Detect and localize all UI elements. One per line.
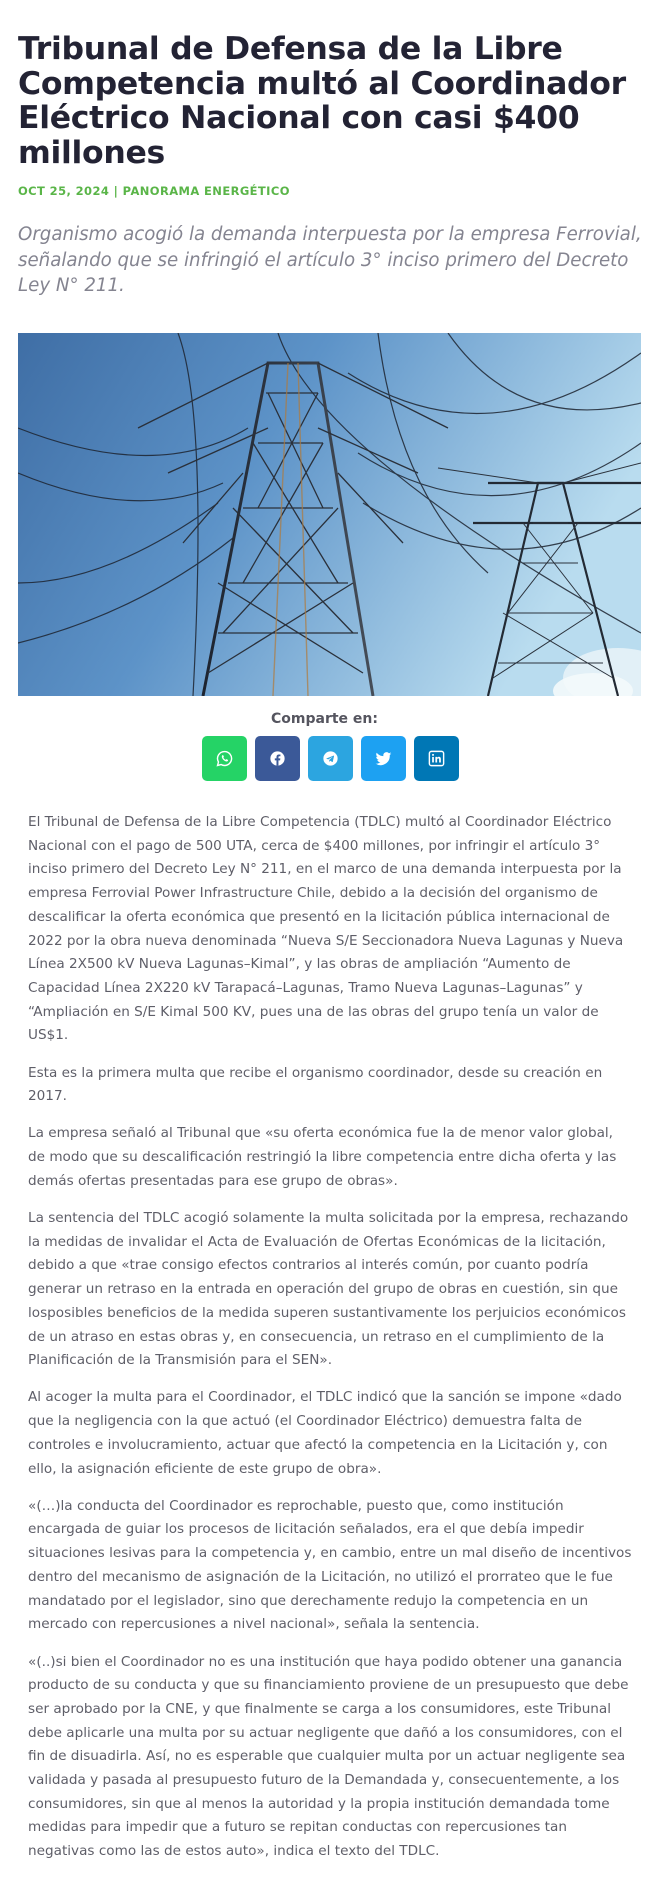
article-paragraph: «(..)si bien el Coordinador no es una institución que haya podido obtener una ganancia producto de su conducta y que su financiamiento proviene de un presupuesto que debe ser aprobado por la CNE, y que finalmente se carga a los consumidores, este Tribunal debe aplicarle una multa por su actuar negligente que dañó a los consumidores, con el fin de disuadirla. Así, no es esperable que cualquier multa por un actuar negligente sea validada y pasada al presupuesto futuro de la Demandada y, consecuentemente, a los consumidores, sin que al menos la autoridad y la propia institución demandada tome medidas para impedir que a futuro se repitan conductas con repercusiones tan negativas como las de estos auto», indica el texto del TDLC. xyxy=(28,1653,629,1860)
meta-separator: | xyxy=(109,184,123,198)
share-buttons xyxy=(202,736,459,781)
publish-date: OCT 25, 2024 xyxy=(18,184,110,198)
article-paragraph: Esta es la primera multa que recibe el organismo coordinador, desde su creación en 2017. xyxy=(28,1064,603,1105)
article-title: Tribunal de Defensa de la Libre Competencia multó al Coordinador Eléctrico Nacional con casi $400 millones xyxy=(18,31,626,171)
hero-image xyxy=(18,333,641,696)
share-facebook-button[interactable] xyxy=(255,736,300,781)
article-meta xyxy=(18,184,290,198)
facebook-icon xyxy=(268,749,287,768)
share-telegram-button[interactable] xyxy=(308,736,353,781)
article-paragraph: La sentencia del TDLC acogió solamente la multa solicitada por la empresa, rechazando la medidas de invalidar el Acta de Evaluación de Ofertas Económicas de la licitación, debido a que «trae consigo efectos contrarios al interés común, por cuanto podría generar un retraso en la entrada en operación del grupo de obras en cuestión, sin que losposibles beneficios de la medida superen sustantivamente los perjuicios económicos de un atraso en estas obras y, en consecuencia, un retraso en el cumplimiento de la Planificación de la Transmisión para el SEN». xyxy=(28,1210,629,1369)
share-linkedin-button[interactable] xyxy=(414,736,459,781)
category-link[interactable]: PANORAMA ENERGÉTICO xyxy=(122,184,290,198)
article-paragraph: «(…)la conducta del Coordinador es reprochable, puesto que, como institución encargada de guiar los procesos de licitación señalados, era el que debía impedir situaciones lesivas para la competencia y, en cambio, entre un mal diseño de incentivos dentro del mecanismo de asignación de la Licitación, no utilizó el prorrateo que le fue mandatado por el legislador, sino que derechamente redujo la competencia en un mercado con repercusiones a nivel nacional», señala la sentencia. xyxy=(28,1497,632,1633)
whatsapp-icon xyxy=(215,749,234,768)
share-twitter-button[interactable] xyxy=(361,736,406,781)
article-paragraph: Al acoger la multa para el Coordinador, el TDLC indicó que la sanción se impone «dado que la negligencia con la que actuó (el Coordinador Eléctrico) demuestra falta de controles e involucramiento, actuar que afectó la competencia en la Licitación y, con ello, la asignación eficiente de este grupo de obra». xyxy=(28,1389,622,1477)
share-label: Comparte en: xyxy=(271,711,378,727)
twitter-icon xyxy=(374,749,393,768)
linkedin-icon xyxy=(427,749,446,768)
share-whatsapp-button[interactable] xyxy=(202,736,247,781)
article-paragraph: El Tribunal de Defensa de la Libre Competencia (TDLC) multó al Coordinador Eléctrico Nacional con el pago de 500 UTA, cerca de $400 millones, por infringir el artículo 3° inciso primero del Decreto Ley N° 211, en el marco de una demanda interpuesta por la empresa Ferrovial Power Infrastructure Chile, debido a la decisión del organismo de descalificar la oferta económica que presentó en la licitación pública internacional de 2022 por la obra nueva denominada “Nueva S/E Seccionadora Nueva Lagunas y Nueva Línea 2X500 kV Nueva Lagunas–Kimal”, y las obras de ampliación “Aumento de Capacidad Línea 2X220 kV Tarapacá–Lagunas, Tramo Nueva Lagunas–Lagunas” y “Ampliación en S/E Kimal 500 KV, pues una de las obras del grupo tenía un valor de US$1. xyxy=(28,814,624,1044)
article-subtitle: Organismo acogió la demanda interpuesta por la empresa Ferrovial, señalando que se infringió el artículo 3° inciso primero del Decreto Ley N° 211. xyxy=(18,224,642,296)
telegram-icon xyxy=(321,749,340,768)
article-paragraph: La empresa señaló al Tribunal que «su oferta económica fue la de menor valor global, de modo que su descalificación restringió la libre competencia entre dicha oferta y las demás ofertas presentadas para ese grupo de obras». xyxy=(28,1125,617,1189)
article-body xyxy=(28,811,632,1877)
